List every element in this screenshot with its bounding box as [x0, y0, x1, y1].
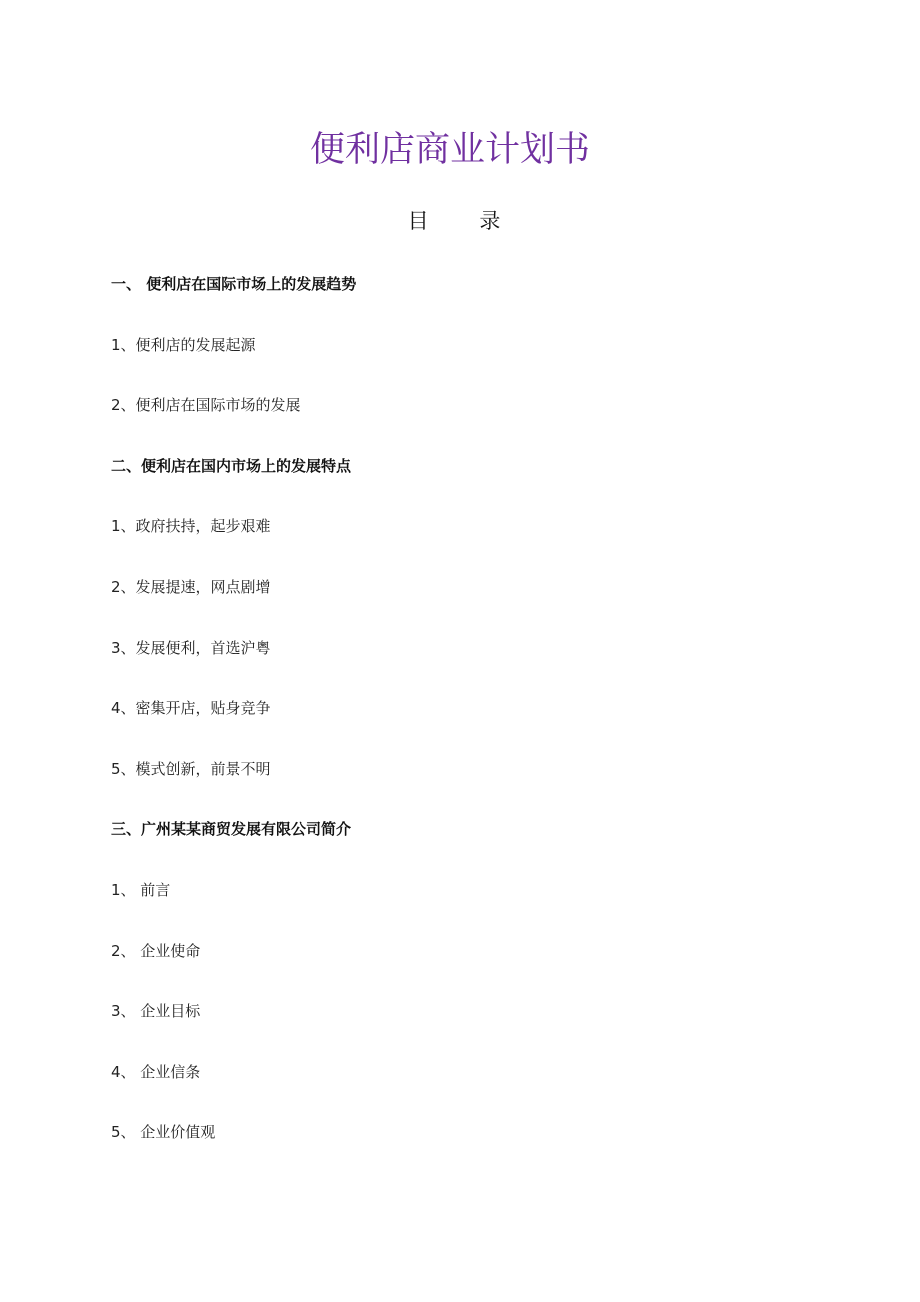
toc-item: 2、发展提速，网点剧增	[111, 577, 271, 596]
document-title: 便利店商业计划书	[309, 130, 590, 170]
toc-item: 1、便利店的发展起源	[111, 335, 256, 354]
toc-item: 5、 企业价值观	[111, 1123, 216, 1142]
toc-item: 3、发展便利，首选沪粤	[111, 638, 271, 657]
toc-item: 4、 企业信条	[111, 1062, 201, 1081]
toc-section-heading: 二、便利店在国内市场上的发展特点	[111, 456, 352, 475]
toc-item: 2、 企业使命	[111, 941, 201, 960]
toc-item: 1、政府扶持，起步艰难	[111, 517, 271, 536]
toc-item: 3、 企业目标	[111, 1002, 201, 1021]
toc-item: 2、便利店在国际市场的发展	[111, 396, 301, 415]
toc-item: 4、密集开店，贴身竞争	[111, 699, 271, 718]
toc-item: 5、模式创新，前景不明	[111, 759, 271, 778]
toc-heading: 目 录	[407, 209, 523, 233]
table-of-contents	[111, 270, 811, 1179]
toc-item: 1、 前言	[111, 880, 171, 899]
toc-section-heading: 三、广州某某商贸发展有限公司简介	[111, 820, 352, 839]
toc-section-heading: 一、 便利店在国际市场上的发展趋势	[111, 275, 357, 293]
